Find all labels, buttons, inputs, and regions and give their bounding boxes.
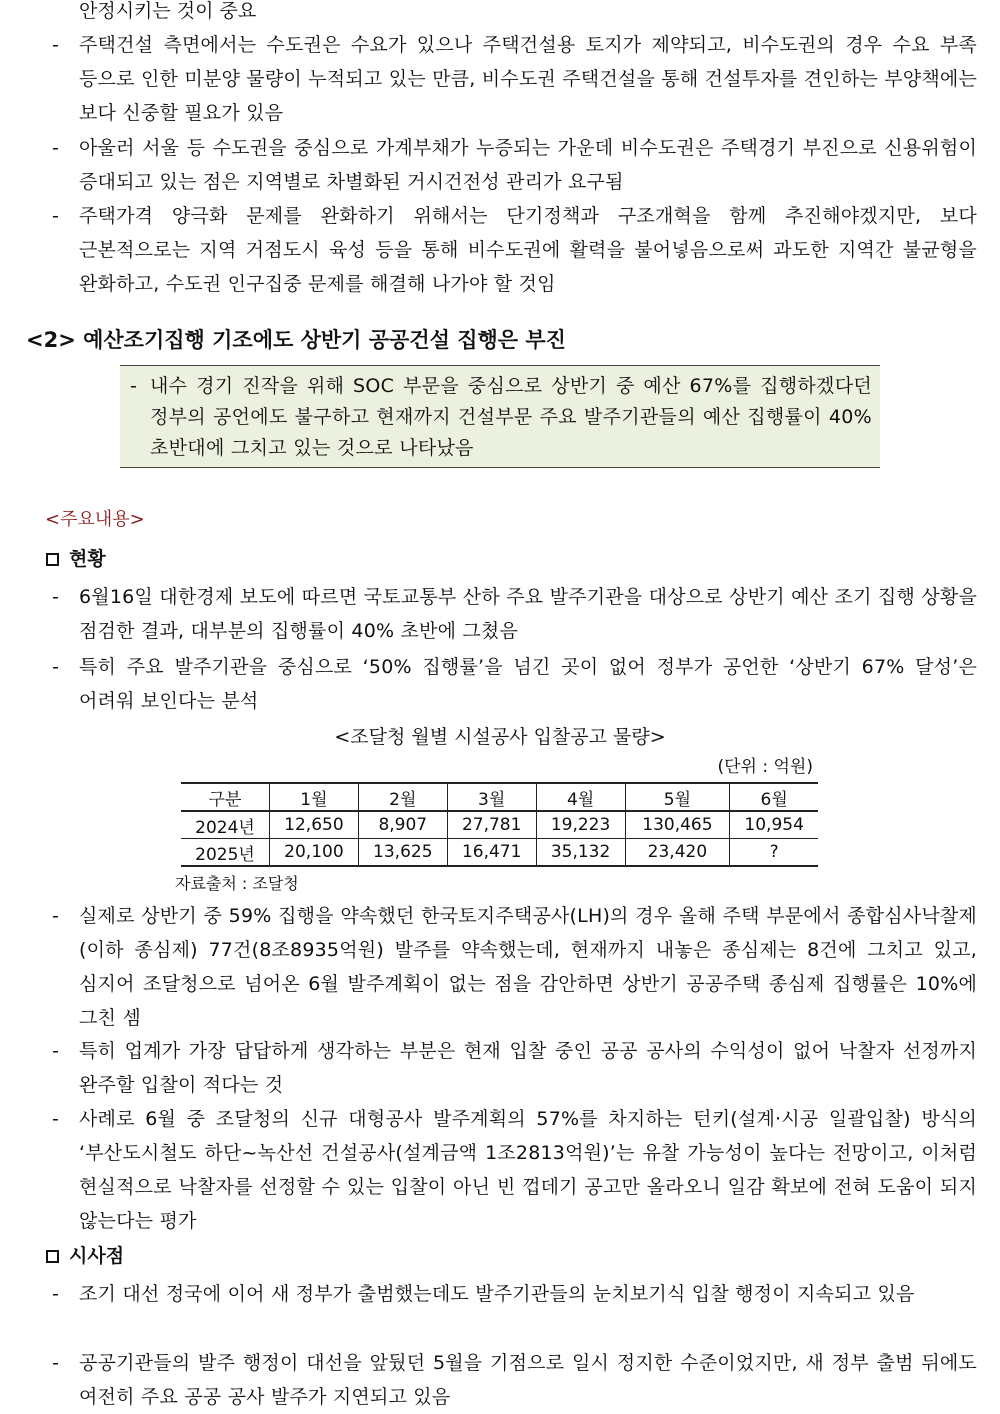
- paragraph-text: 주택가격 양극화 문제를 완화하기 위해서는 단기정책과 구조개혁을 함께 추진해야겠지만, 보다 근본적으로는 지역 거점도시 육성 등을 통해 비수도권에 활력을 불어넣음으로써 과도한 지역간 불균형을 완화하고, 수도권 인구집중 문제를 해결해 나가야 할 것임: [79, 205, 977, 295]
- list-item: [52, 1102, 977, 1238]
- table-cell: 2024년: [181, 811, 269, 839]
- continuation-text: 안정시키는 것이 중요: [79, 0, 257, 22]
- table-cell: 35,132: [536, 839, 625, 867]
- dash-marker: -: [52, 1283, 59, 1305]
- table-header-cell: 3월: [447, 783, 536, 811]
- paragraph-text: 6월16일 대한경제 보도에 따르면 국토교통부 산하 주요 발주기관을 대상으로 상반기 예산 조기 집행 상황을 점검한 결과, 대부분의 집행률이 40% 초반에 그쳤음: [79, 586, 977, 642]
- dash-marker: -: [52, 905, 59, 927]
- list-item: [52, 28, 977, 130]
- list-item: [52, 1034, 977, 1102]
- table-header-row: [181, 783, 818, 811]
- dash-marker: -: [52, 34, 59, 56]
- table-unit: (단위 : 억원): [717, 757, 813, 777]
- table-header-cell: 4월: [536, 783, 625, 811]
- paragraph-text: 공공기관들의 발주 행정이 대선을 앞뒀던 5월을 기점으로 일시 정지한 수준이었지만, 새 정부 출범 뒤에도 여전히 주요 공공 공사 발주가 지연되고 있음: [79, 1352, 977, 1408]
- main-content-label: <주요내용>: [45, 509, 145, 530]
- table-source: 자료출처 : 조달청: [175, 874, 299, 893]
- table-cell: 23,420: [625, 839, 730, 867]
- table-header-cell: 2월: [358, 783, 447, 811]
- list-item: [52, 131, 977, 199]
- status-heading: [46, 543, 106, 575]
- table-cell: 13,625: [358, 839, 447, 867]
- summary-box: [120, 365, 880, 468]
- list-item: [52, 1346, 977, 1414]
- checkbox-square-icon: [46, 553, 59, 566]
- table-row: [181, 811, 818, 839]
- dash-marker: -: [52, 205, 59, 227]
- table-cell: 19,223: [536, 811, 625, 839]
- paragraph-text: 아울러 서울 등 수도권을 중심으로 가계부채가 누증되는 가운데 비수도권은 주택경기 부진으로 신용위험이 증대되고 있는 점은 지역별로 차별화된 거시건전성 관리가 요구됨: [79, 137, 977, 193]
- implications-heading: [46, 1240, 124, 1272]
- paragraph-text: 실제로 상반기 중 59% 집행을 약속했던 한국토지주택공사(LH)의 경우 올해 주택 부문에서 종합심사낙찰제(이하 종심제) 77건(8조8935억원) 발주를 약속했는데, 현재까지 내놓은 종심제는 8건에 그치고 있고, 심지어 조달청으로 넘어온 6월 발주계획이 없는 점을 감안하면 상반기 공공주택 종심제 집행률은 10%에 그친 셈: [79, 905, 977, 1029]
- implications-heading-label: 시사점: [69, 1245, 125, 1267]
- list-item: [52, 580, 977, 648]
- paragraph-text: 조기 대선 정국에 이어 새 정부가 출범했는데도 발주기관들의 눈치보기식 입찰 행정이 지속되고 있음: [79, 1283, 915, 1305]
- table-cell: ?: [730, 839, 818, 867]
- table-cell: 2025년: [181, 839, 269, 867]
- table-header-cell: 6월: [730, 783, 818, 811]
- paragraph-text: 특히 주요 발주기관을 중심으로 ‘50% 집행률’을 넘긴 곳이 없어 정부가 공언한 ‘상반기 67% 달성’은 어려워 보인다는 분석: [79, 656, 977, 712]
- list-item: [52, 1277, 977, 1311]
- summary-text: 내수 경기 진작을 위해 SOC 부문을 중심으로 상반기 중 예산 67%를 집행하겠다던 정부의 공언에도 불구하고 현재까지 건설부문 주요 발주기관들의 예산 집행률이 40% 초반대에 그치고 있는 것으로 나타났음: [150, 375, 872, 459]
- table-cell: 20,100: [269, 839, 358, 867]
- status-heading-label: 현황: [69, 548, 106, 570]
- list-item: [52, 650, 977, 718]
- dash-marker: -: [52, 1040, 59, 1062]
- table-caption: <조달청 월별 시설공사 입찰공고 물량>: [334, 726, 666, 748]
- dash-marker: -: [52, 1108, 59, 1130]
- table-cell: 16,471: [447, 839, 536, 867]
- paragraph-text: 사례로 6월 중 조달청의 신규 대형공사 발주계획의 57%를 차지하는 턴키(설계·시공 일괄입찰) 방식의 ‘부산도시철도 하단~녹산선 건설공사(설계금액 1조2813억원)’는 유찰 가능성이 높다는 전망이고, 이처럼 현실적으로 낙찰자를 선정할 수 있는 입찰이 아닌 빈 껍데기 공고만 올라오니 일감 확보에 전혀 도움이 되지 않는다는 평가: [79, 1108, 977, 1232]
- table-header-cell: 구분: [181, 783, 269, 811]
- table-cell: 130,465: [625, 811, 730, 839]
- table-cell: 12,650: [269, 811, 358, 839]
- paragraph-text: 특히 업계가 가장 답답하게 생각하는 부분은 현재 입찰 중인 공공 공사의 수익성이 없어 낙찰자 선정까지 완주할 입찰이 적다는 것: [79, 1040, 977, 1096]
- table-cell: 8,907: [358, 811, 447, 839]
- table-cell: 27,781: [447, 811, 536, 839]
- table-header-cell: 1월: [269, 783, 358, 811]
- table-row: [181, 839, 818, 867]
- dash-marker: -: [52, 656, 59, 678]
- list-item: [52, 199, 977, 301]
- table-header-cell: 5월: [625, 783, 730, 811]
- dash-marker: -: [52, 137, 59, 159]
- list-item: [52, 899, 977, 1035]
- section-title: <2> 예산조기집행 기조에도 상반기 공공건설 집행은 부진: [26, 328, 566, 352]
- checkbox-square-icon: [46, 1250, 59, 1263]
- dash-marker: -: [52, 586, 59, 608]
- dash-marker: -: [130, 375, 137, 397]
- dash-marker: -: [52, 1352, 59, 1374]
- table-cell: 10,954: [730, 811, 818, 839]
- bid-volume-table: [181, 782, 818, 867]
- paragraph-text: 주택건설 측면에서는 수도권은 수요가 있으나 주택건설용 토지가 제약되고, 비수도권의 경우 수요 부족 등으로 인한 미분양 물량이 누적되고 있는 만큼, 비수도권 주택건설을 통해 건설투자를 견인하는 부양책에는 보다 신중할 필요가 있음: [79, 34, 977, 124]
